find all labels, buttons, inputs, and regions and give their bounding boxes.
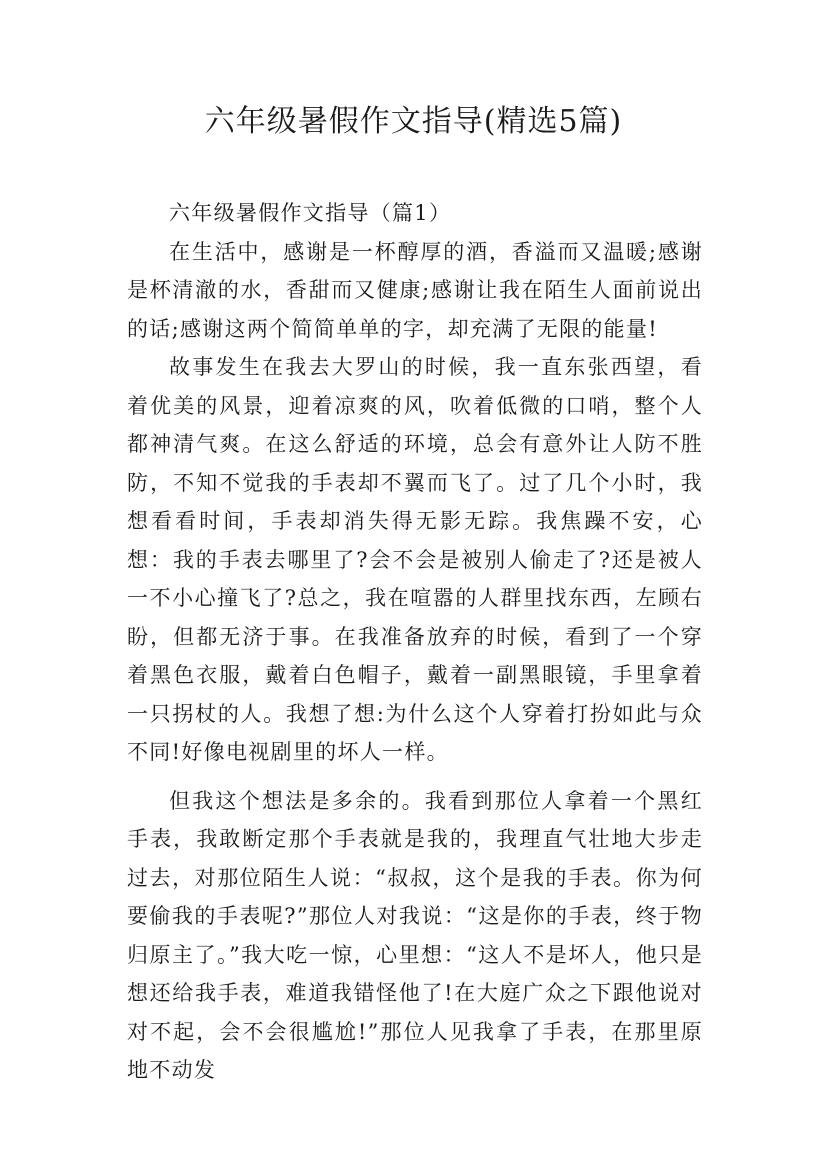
section-heading: 六年级暑假作文指导（篇1） (169, 201, 452, 225)
paragraph-2: 故事发生在我去大罗山的时候，我一直东张西望，看着优美的风景，迎着凉爽的风，吹着低微的口哨，整个人都神清气爽。在这么舒适的环境，总会有意外让人防不胜防，不知不觉我的手表却不翼而飞了。过了几个小时，我想看看时间，手表却消失得无影无踪。我焦躁不安，心想：我的手表去哪里了?会不会是被别人偷走了?还是被人一不小心撞飞了?总之，我在喧嚣的人群里找东西，左顾右盼，但都无济于事。在我准备放弃的时候，看到了一个穿着黑色衣服，戴着白色帽子，戴着一副黑眼镜，手里拿着一只拐杖的人。我想了想:为什么这个人穿着打扮如此与众不同!好像电视剧里的坏人一样。 (127, 355, 703, 764)
paragraph-1: 在生活中，感谢是一杯醇厚的酒，香溢而又温暖;感谢是杯清澈的水，香甜而又健康;感谢让我在陌生人面前说出的话;感谢这两个简简单单的字，却充满了无限的能量! (127, 239, 703, 341)
paragraph-3: 但我这个想法是多余的。我看到那位人拿着一个黑红手表，我敢断定那个手表就是我的，我理直气壮地大步走过去，对那位陌生人说：“叔叔，这个是我的手表。你为何要偷我的手表呢?”那位人对我说：“这是你的手表，终于物归原主了。”我大吃一惊，心里想：“这人不是坏人，他只是想还给我手表，难道我错怪他了!在大庭广众之下跟他说对对不起，会不会很尴尬!”那位人见我拿了手表，在那里原地不动发 (127, 788, 703, 1082)
document-body (127, 194, 703, 1090)
document-title: 六年级暑假作文指导(精选5篇) (204, 104, 623, 139)
